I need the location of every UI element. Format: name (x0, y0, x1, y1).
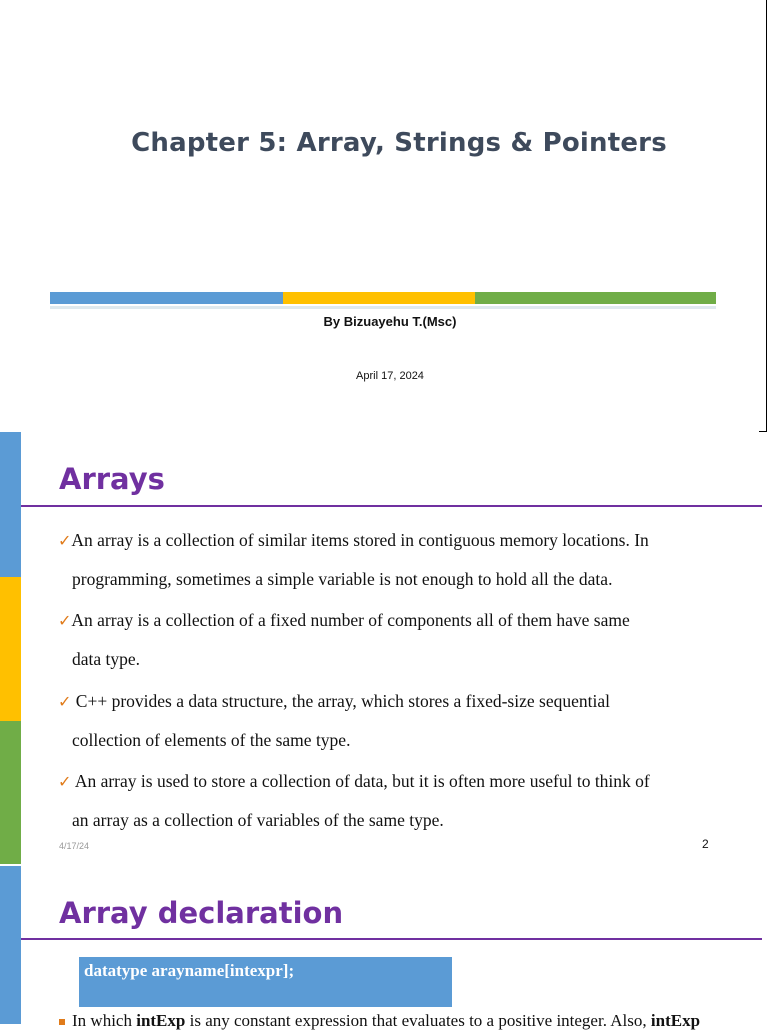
slide-date: April 17, 2024 (356, 370, 424, 382)
side-strip-yellow (0, 577, 21, 721)
text-bold: intExp (650, 1011, 701, 1030)
text-bold: intExp (136, 1011, 186, 1030)
side-strip-green (0, 721, 21, 864)
bullet-continuation: an array as a collection of variables of the same type. (72, 810, 444, 830)
bullet-continuation: collection of elements of the same type. (72, 730, 351, 750)
accent-bar-shadow (50, 306, 716, 309)
bullet-line: C++ provides a data structure, the array, which stores a fixed-size sequential (71, 691, 610, 711)
check-icon: ✓ (58, 611, 72, 630)
side-strip-blue (0, 866, 21, 1024)
arrays-slide (0, 432, 768, 864)
bullet-item (58, 682, 758, 759)
bullet-continuation: data type. (72, 649, 141, 669)
text-middle: is any constant expression that evaluates to a positive integer. Also, (185, 1011, 651, 1030)
bullet-line (72, 1011, 700, 1031)
slide-heading: Arrays (59, 462, 165, 496)
chapter-title: Chapter 5: Array, Strings & Pointers (131, 128, 667, 158)
title-slide (0, 0, 768, 432)
author-line: By Bizuayehu T.(Msc) (323, 314, 457, 329)
accent-bar-blue (50, 292, 283, 304)
bullet-continuation: programming, sometimes a simple variable is not enough to hold all the data. (72, 569, 613, 589)
array-declaration-slide (0, 866, 768, 1030)
bullet-line: An array is a collection of a fixed number of components all of them have same (71, 610, 630, 630)
footer-date: 4/17/24 (59, 841, 90, 851)
square-bullet-icon (59, 1019, 65, 1025)
check-icon: ✓ (58, 531, 72, 550)
code-syntax: datatype arayname[intexpr]; (84, 961, 295, 980)
slide-edge (766, 0, 767, 432)
bullet-item (58, 601, 758, 678)
slide-heading: Array declaration (59, 896, 344, 930)
accent-bar-green (475, 292, 716, 304)
accent-bar-yellow (283, 292, 475, 304)
page-number: 2 (702, 837, 709, 851)
heading-rule (21, 938, 762, 940)
side-strip-blue (0, 432, 21, 577)
check-icon: ✓ (58, 692, 72, 711)
bullet-item (58, 762, 758, 839)
bullet-item (58, 521, 758, 598)
code-box (79, 957, 452, 1007)
text-prefix: In which (72, 1011, 137, 1030)
check-icon: ✓ (58, 772, 72, 791)
bullet-line: An array is a collection of similar items stored in contiguous memory locations. In (71, 530, 649, 550)
heading-rule (21, 505, 762, 507)
bullet-line: An array is used to store a collection of data, but it is often more useful to think of (71, 771, 650, 791)
